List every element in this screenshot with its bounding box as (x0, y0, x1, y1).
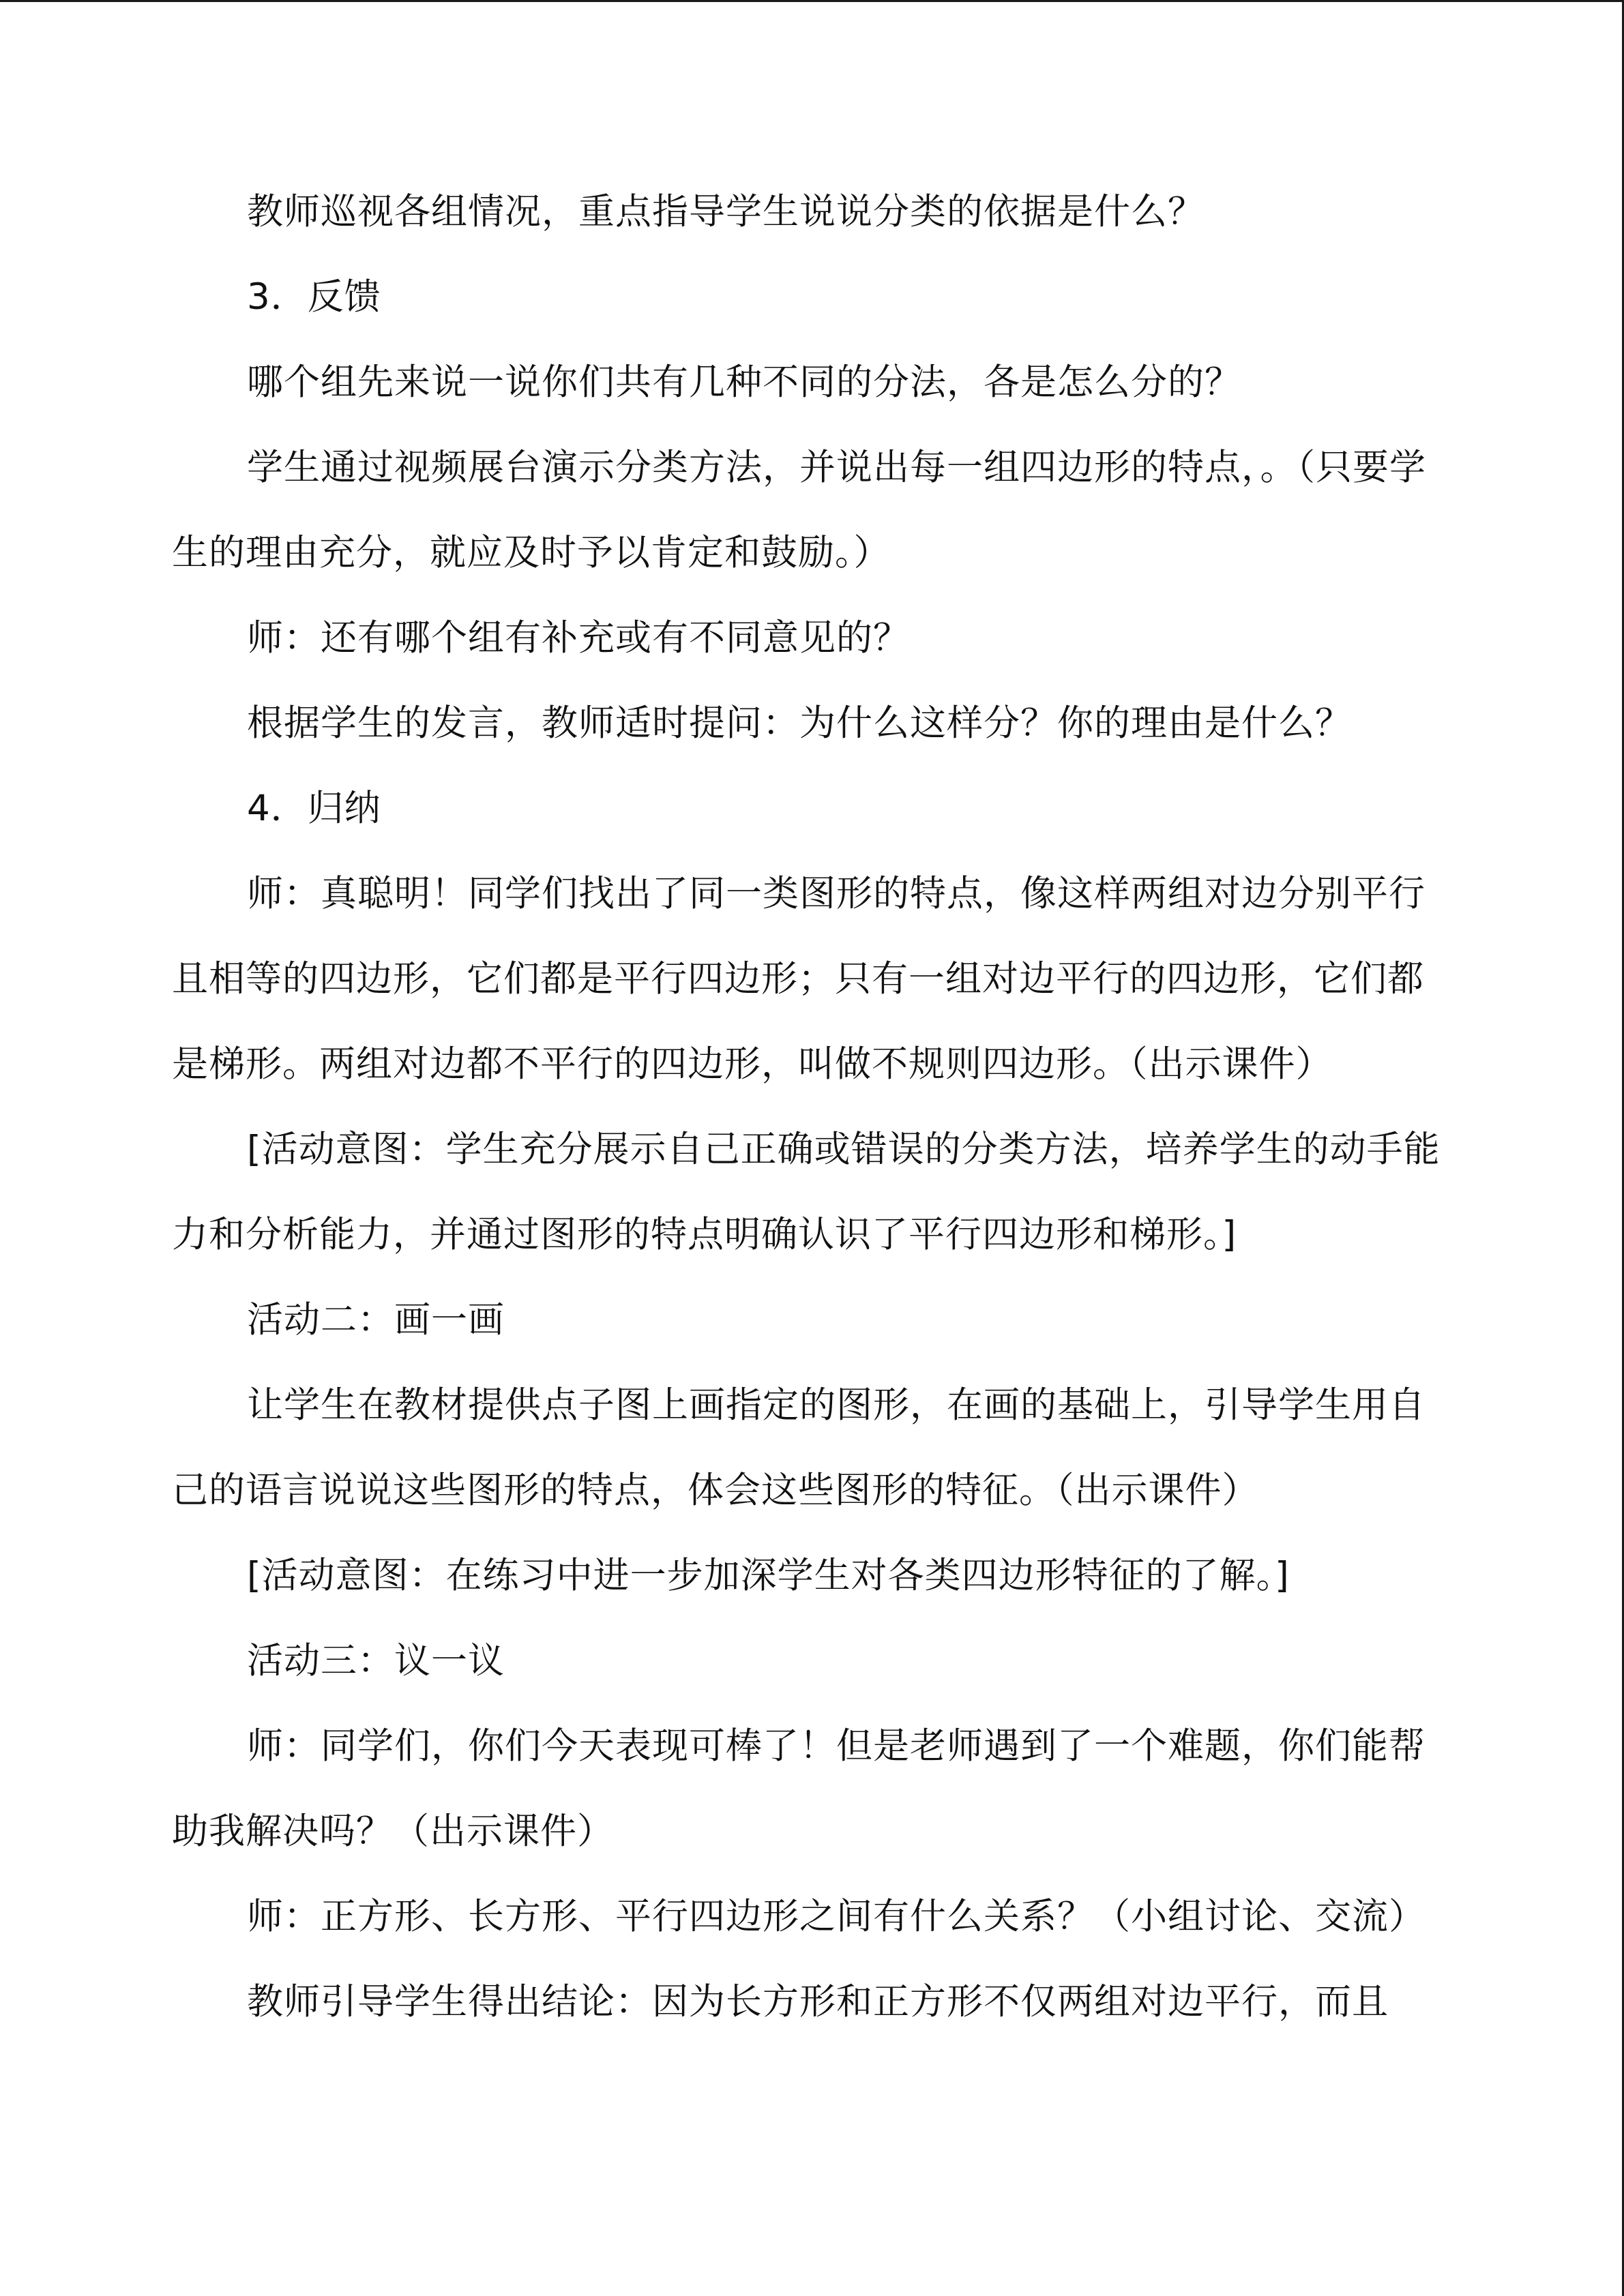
paragraph-teacher-patrol: 教师巡视各组情况，重点指导学生说说分类的依据是什么？ (247, 191, 1205, 233)
paragraph-student-demo: 学生通过视频展台演示分类方法，并说出每一组四边形的特点，。（只要学生的理由充分，就应及时予以肯定和鼓励。） (172, 447, 1426, 573)
paragraph-teacher-supplement: 师：还有哪个组有补充或有不同意见的？ (247, 617, 910, 659)
document-body (172, 169, 1454, 2044)
paragraph-activity-intent-2: [活动意图：在练习中进一步加深学生对各类四边形特征的了解。] (247, 1555, 1290, 1596)
paragraph-teacher-question: 根据学生的发言，教师适时提问：为什么这样分？你的理由是什么？ (247, 702, 1352, 744)
paragraph-conclusion: 教师引导学生得出结论：因为长方形和正方形不仅两组对边平行，而且 (247, 1981, 1389, 2023)
heading-activity-two: 活动二：画一画 (247, 1299, 505, 1341)
paragraph-shape-relationship: 师：正方形、长方形、平行四边形之间有什么关系？（小组讨论、交流） (247, 1896, 1426, 1937)
paragraph-activity-intent-1: [活动意图：学生充分展示自己正确或错误的分类方法，培养学生的动手能力和分析能力，并通过图形的特点明确认识了平行四边形和梯形。] (172, 1129, 1441, 1255)
heading-activity-three: 活动三：议一议 (247, 1640, 505, 1682)
paragraph-summary-definition: 师：真聪明！同学们找出了同一类图形的特点，像这样两组对边分别平行且相等的四边形，它们都是平行四边形；只有一组对边平行的四边形，它们都是梯形。两组对边都不平行的四边形，叫做不规则四边形。（出示课件） (172, 873, 1426, 1085)
heading-summary: 4．归纳 (247, 788, 381, 829)
paragraph-draw-shapes: 让学生在教材提供点子图上画指定的图形，在画的基础上，引导学生用自己的语言说说这些图形的特点，体会这些图形的特征。（出示课件） (172, 1384, 1426, 1511)
heading-feedback: 3．反馈 (247, 276, 381, 318)
paragraph-which-group: 哪个组先来说一说你们共有几种不同的分法，各是怎么分的？ (247, 361, 1241, 403)
page-top-border (0, 0, 1624, 2)
paragraph-teacher-challenge: 师：同学们，你们今天表现可棒了！但是老师遇到了一个难题，你们能帮助我解决吗？（出示课件） (172, 1725, 1426, 1852)
